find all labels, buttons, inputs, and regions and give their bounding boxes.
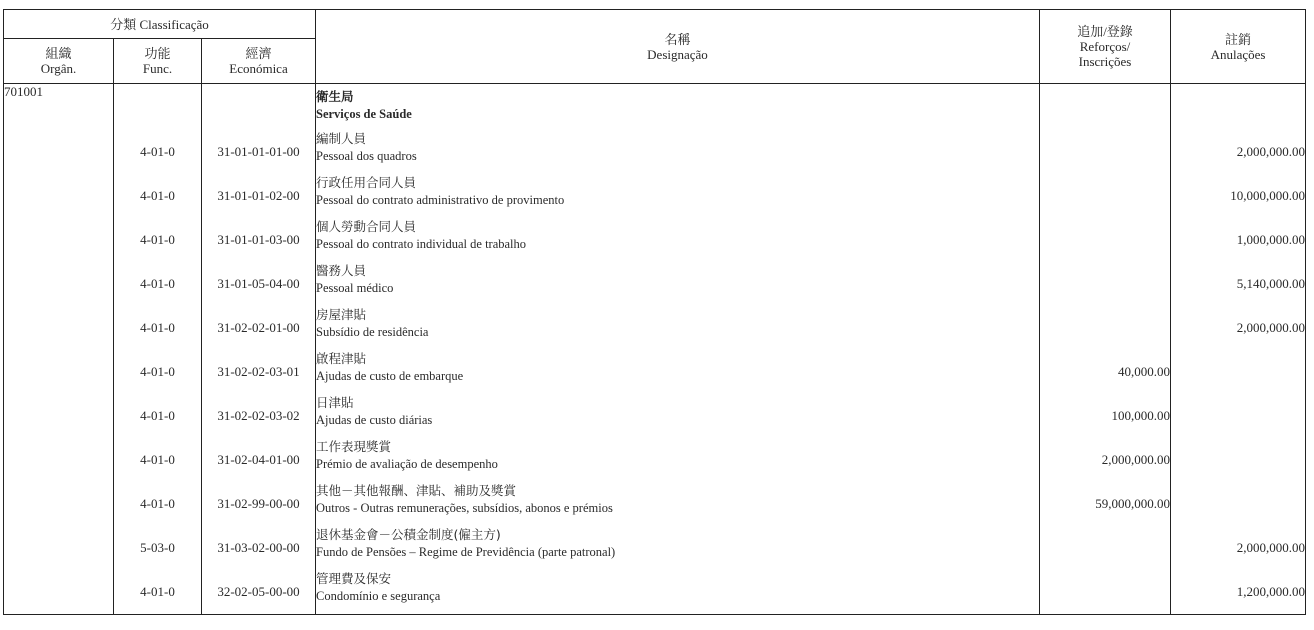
entity-reinforcements-cell [1040,84,1171,131]
org-header [4,39,114,84]
org-cell [4,482,114,526]
entity-func-cell [114,84,202,131]
org-cell [4,262,114,306]
cancellation-amount [1171,394,1306,438]
econ-code: 31-01-01-01-00 [202,130,316,174]
entity-name-pt: Serviços de Saúde [316,107,412,121]
designation-pt: Pessoal dos quadros [316,149,417,163]
classification-header: 分類 Classificação [4,10,316,39]
table-row [4,262,1306,306]
designation-pt: Prémio de avaliação de desempenho [316,457,498,471]
designation-header-zh: 名稱 [664,31,691,47]
budget-table [3,9,1306,615]
designation-zh: 編制人員 [316,131,367,146]
reinforcements-header [1040,10,1171,84]
designation-pt: Pessoal do contrato administrativo de provimento [316,193,565,207]
reinforcement-amount [1040,306,1171,350]
org-code: 701001 [4,84,114,131]
reinforcement-amount: 59,000,000.00 [1040,482,1171,526]
table-row [4,394,1306,438]
org-header-zh: 組織 [45,46,72,61]
reinforcement-amount [1040,218,1171,262]
designation-cell [316,350,1040,394]
designation-zh: 行政任用合同人員 [316,175,417,190]
designation-zh: 管理費及保安 [316,571,392,586]
table-row [4,438,1306,482]
func-code: 4-01-0 [114,174,202,218]
cancellations-header [1171,10,1306,84]
cancellation-amount: 5,140,000.00 [1171,262,1306,306]
func-code: 5-03-0 [114,526,202,570]
designation-pt: Subsídio de residência [316,325,429,339]
designation-header [316,10,1040,84]
econ-code: 31-02-02-03-02 [202,394,316,438]
reinforcements-header-zh: 追加/登錄 [1077,24,1133,39]
cancellation-amount [1171,438,1306,482]
entity-cancellations-cell [1171,84,1306,131]
cancellation-amount [1171,482,1306,526]
org-cell [4,350,114,394]
cancellation-amount: 2,000,000.00 [1171,130,1306,174]
designation-pt: Condomínio e segurança [316,589,441,603]
cancellations-header-zh: 註銷 [1224,31,1251,47]
entity-row [4,84,1306,131]
reinforcement-amount [1040,526,1171,570]
reinforcement-amount [1040,570,1171,615]
func-header-zh: 功能 [144,46,171,61]
designation-cell [316,438,1040,482]
designation-cell [316,394,1040,438]
econ-code: 31-01-01-02-00 [202,174,316,218]
org-cell [4,438,114,482]
cancellations-header-pt: Anulações [1210,46,1266,62]
designation-cell [316,482,1040,526]
designation-zh: 醫務人員 [316,263,367,278]
designation-cell [316,306,1040,350]
org-cell [4,526,114,570]
designation-pt: Pessoal médico [316,281,394,295]
cancellation-amount: 10,000,000.00 [1171,174,1306,218]
econ-code: 31-02-02-03-01 [202,350,316,394]
designation-zh: 其他－其他報酬、津貼、補助及獎賞 [316,483,517,498]
table-row [4,174,1306,218]
econ-code: 31-02-99-00-00 [202,482,316,526]
cancellation-amount: 1,200,000.00 [1171,570,1306,615]
func-code: 4-01-0 [114,262,202,306]
designation-pt: Outros - Outras remunerações, subsídios, abonos e prémios [316,501,613,515]
table-row [4,482,1306,526]
func-code: 4-01-0 [114,394,202,438]
func-code: 4-01-0 [114,350,202,394]
org-cell [4,570,114,615]
table-row [4,350,1306,394]
reinforcements-header-pt2: Inscrições [1078,54,1132,69]
table-row [4,130,1306,174]
org-cell [4,174,114,218]
designation-cell [316,262,1040,306]
econ-code: 31-02-02-01-00 [202,306,316,350]
org-cell [4,306,114,350]
org-header-pt: Orgân. [40,61,77,76]
reinforcements-header-pt1: Reforços/ [1079,39,1131,54]
designation-cell [316,570,1040,615]
econ-code: 31-01-01-03-00 [202,218,316,262]
table-row [4,570,1306,615]
reinforcement-amount [1040,130,1171,174]
econ-header-pt: Económica [229,61,288,76]
designation-zh: 退休基金會－公積金制度(僱主方) [316,527,501,542]
designation-pt: Ajudas de custo diárias [316,413,433,427]
reinforcement-amount: 40,000.00 [1040,350,1171,394]
designation-cell [316,130,1040,174]
cancellation-amount: 1,000,000.00 [1171,218,1306,262]
reinforcement-amount [1040,174,1171,218]
designation-zh: 工作表現獎賞 [316,439,392,454]
entity-designation [316,84,1040,131]
designation-header-pt: Designação [647,46,708,62]
func-header [114,39,202,84]
designation-zh: 房屋津貼 [316,307,367,322]
func-code: 4-01-0 [114,218,202,262]
designation-cell [316,218,1040,262]
func-code: 4-01-0 [114,438,202,482]
reinforcement-amount: 2,000,000.00 [1040,438,1171,482]
designation-cell [316,526,1040,570]
designation-cell [316,174,1040,218]
table-row [4,218,1306,262]
func-code: 4-01-0 [114,570,202,615]
econ-code: 31-03-02-00-00 [202,526,316,570]
econ-code: 32-02-05-00-00 [202,570,316,615]
designation-pt: Fundo de Pensões – Regime de Previdência (parte patronal) [316,545,616,559]
table-row [4,306,1306,350]
org-cell [4,218,114,262]
cancellation-amount: 2,000,000.00 [1171,526,1306,570]
table-row [4,526,1306,570]
func-header-pt: Func. [142,61,173,76]
entity-econ-cell [202,84,316,131]
designation-zh: 日津貼 [316,395,354,410]
reinforcement-amount [1040,262,1171,306]
econ-code: 31-01-05-04-00 [202,262,316,306]
designation-pt: Pessoal do contrato individual de trabalho [316,237,527,251]
func-code: 4-01-0 [114,306,202,350]
entity-name-zh: 衛生局 [316,89,354,104]
org-cell [4,130,114,174]
cancellation-amount [1171,350,1306,394]
econ-header [202,39,316,84]
econ-code: 31-02-04-01-00 [202,438,316,482]
func-code: 4-01-0 [114,482,202,526]
reinforcement-amount: 100,000.00 [1040,394,1171,438]
designation-zh: 啟程津貼 [316,351,367,366]
designation-zh: 個人勞動合同人員 [316,219,417,234]
econ-header-zh: 經濟 [245,46,272,61]
designation-pt: Ajudas de custo de embarque [316,369,464,383]
cancellation-amount: 2,000,000.00 [1171,306,1306,350]
org-cell [4,394,114,438]
func-code: 4-01-0 [114,130,202,174]
